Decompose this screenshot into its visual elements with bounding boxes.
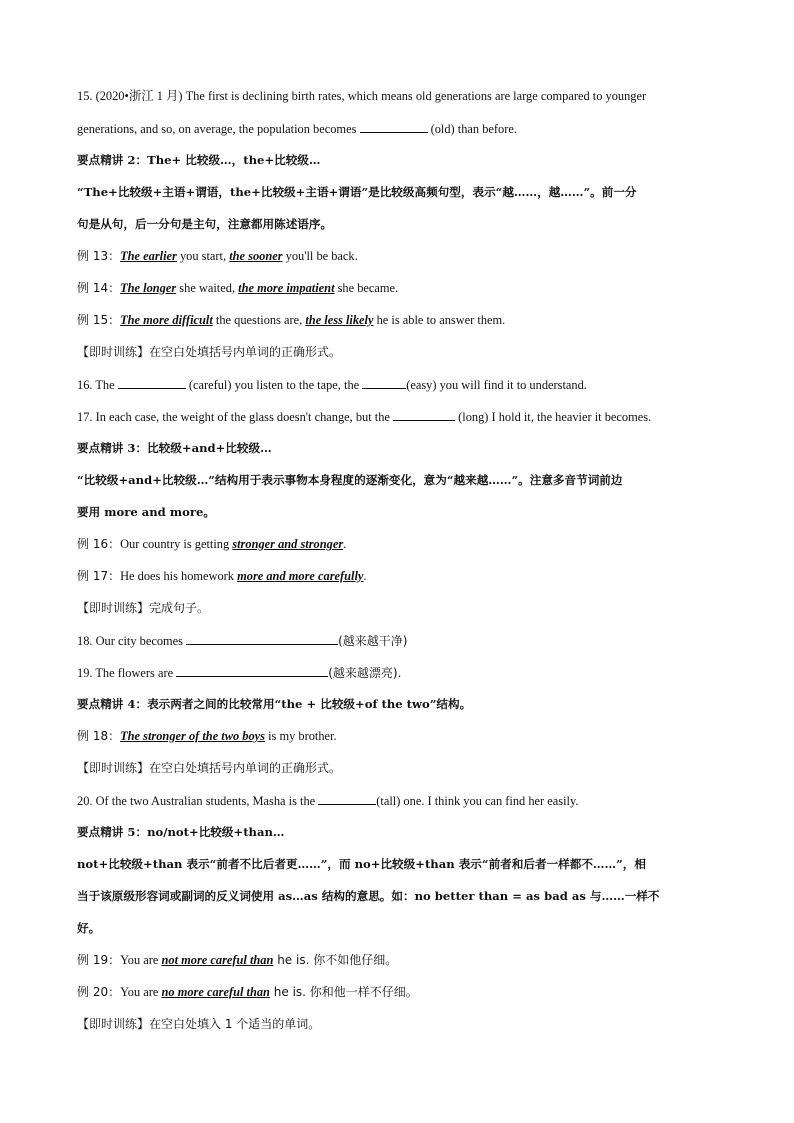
practice-instruction: 【即时训练】完成句子。 (77, 601, 210, 615)
point-5-description: not+比较级+than 表示“前者不比后者更……”，而 no+比较级+than 表示“前者和后者一样都不……”，相 (77, 857, 646, 871)
practice-instruction: 【即时训练】在空白处填括号内单词的正确形式。 (77, 345, 342, 359)
question-16: 16. The (careful) you listen to the tape, the (easy) you will find it to understand. (77, 378, 587, 392)
example-18: 例 18：The stronger of the two boys is my brother. (77, 729, 337, 743)
example-16: 例 16：Our country is getting stronger and stronger. (77, 537, 347, 551)
example-17: 例 17：He does his homework more and more carefully. (77, 569, 367, 583)
answer-blank[interactable] (118, 376, 186, 389)
point-5-description: 好。 (77, 921, 101, 935)
practice-instruction: 【即时训练】在空白处填括号内单词的正确形式。 (77, 761, 342, 775)
question-17: 17. In each case, the weight of the glass doesn't change, but the (long) I hold it, the heavier it becomes. (77, 410, 652, 424)
question-15-line2: generations, and so, on average, the population becomes (old) than before. (77, 122, 517, 136)
point-5-heading: 要点精讲 5：no/not+比较级+than… (77, 825, 285, 839)
answer-blank[interactable] (176, 664, 328, 677)
point-3-heading: 要点精讲 3：比较级+and+比较级… (77, 441, 272, 455)
answer-blank[interactable] (318, 792, 376, 805)
point-2-description: “The+比较级+主语+谓语，the+比较级+主语+谓语”是比较级高频句型，表示“越……，越……”。前一分 (77, 185, 637, 199)
answer-blank[interactable] (362, 376, 406, 389)
question-18: 18. Our city becomes (越来越干净) (77, 634, 408, 648)
point-3-description: 要用 more and more。 (77, 505, 215, 519)
question-19: 19. The flowers are (越来越漂亮). (77, 666, 402, 680)
point-3-description: “比较级+and+比较级…”结构用于表示事物本身程度的逐渐变化，意为“越来越……”。注意多音节词前边 (77, 473, 623, 487)
question-20: 20. Of the two Australian students, Masha is the (tall) one. I think you can find her easily. (77, 794, 579, 808)
answer-blank[interactable] (360, 120, 428, 133)
point-4-heading: 要点精讲 4：表示两者之间的比较常用“the + 比较级+of the two”结构。 (77, 697, 472, 711)
example-13: 例 13：The earlier you start, the sooner you'll be back. (77, 249, 358, 263)
example-15: 例 15：The more difficult the questions are, the less likely he is able to answer them. (77, 313, 506, 327)
example-19: 例 19：You are not more careful than he is. 你不如他仔细。 (77, 953, 398, 967)
answer-blank[interactable] (186, 632, 338, 645)
example-14: 例 14：The longer she waited, the more impatient she became. (77, 281, 399, 295)
example-20: 例 20：You are no more careful than he is. 你和他一样不仔细。 (77, 985, 418, 999)
practice-instruction: 【即时训练】在空白处填入 1 个适当的单词。 (77, 1017, 321, 1031)
point-5-description: 当于该原级形容词或副词的反义词使用 as…as 结构的意思。如：no better than = as bad as 与……一样不 (77, 889, 660, 903)
answer-blank[interactable] (393, 408, 455, 421)
question-15-line1: 15. (2020•浙江 1 月) The first is declining birth rates, which means old generations are large compared to younger (77, 89, 647, 103)
point-2-description: 句是从句，后一分句是主句，注意都用陈述语序。 (77, 217, 333, 231)
point-2-heading: 要点精讲 2：The+ 比较级…，the+比较级… (77, 153, 321, 167)
